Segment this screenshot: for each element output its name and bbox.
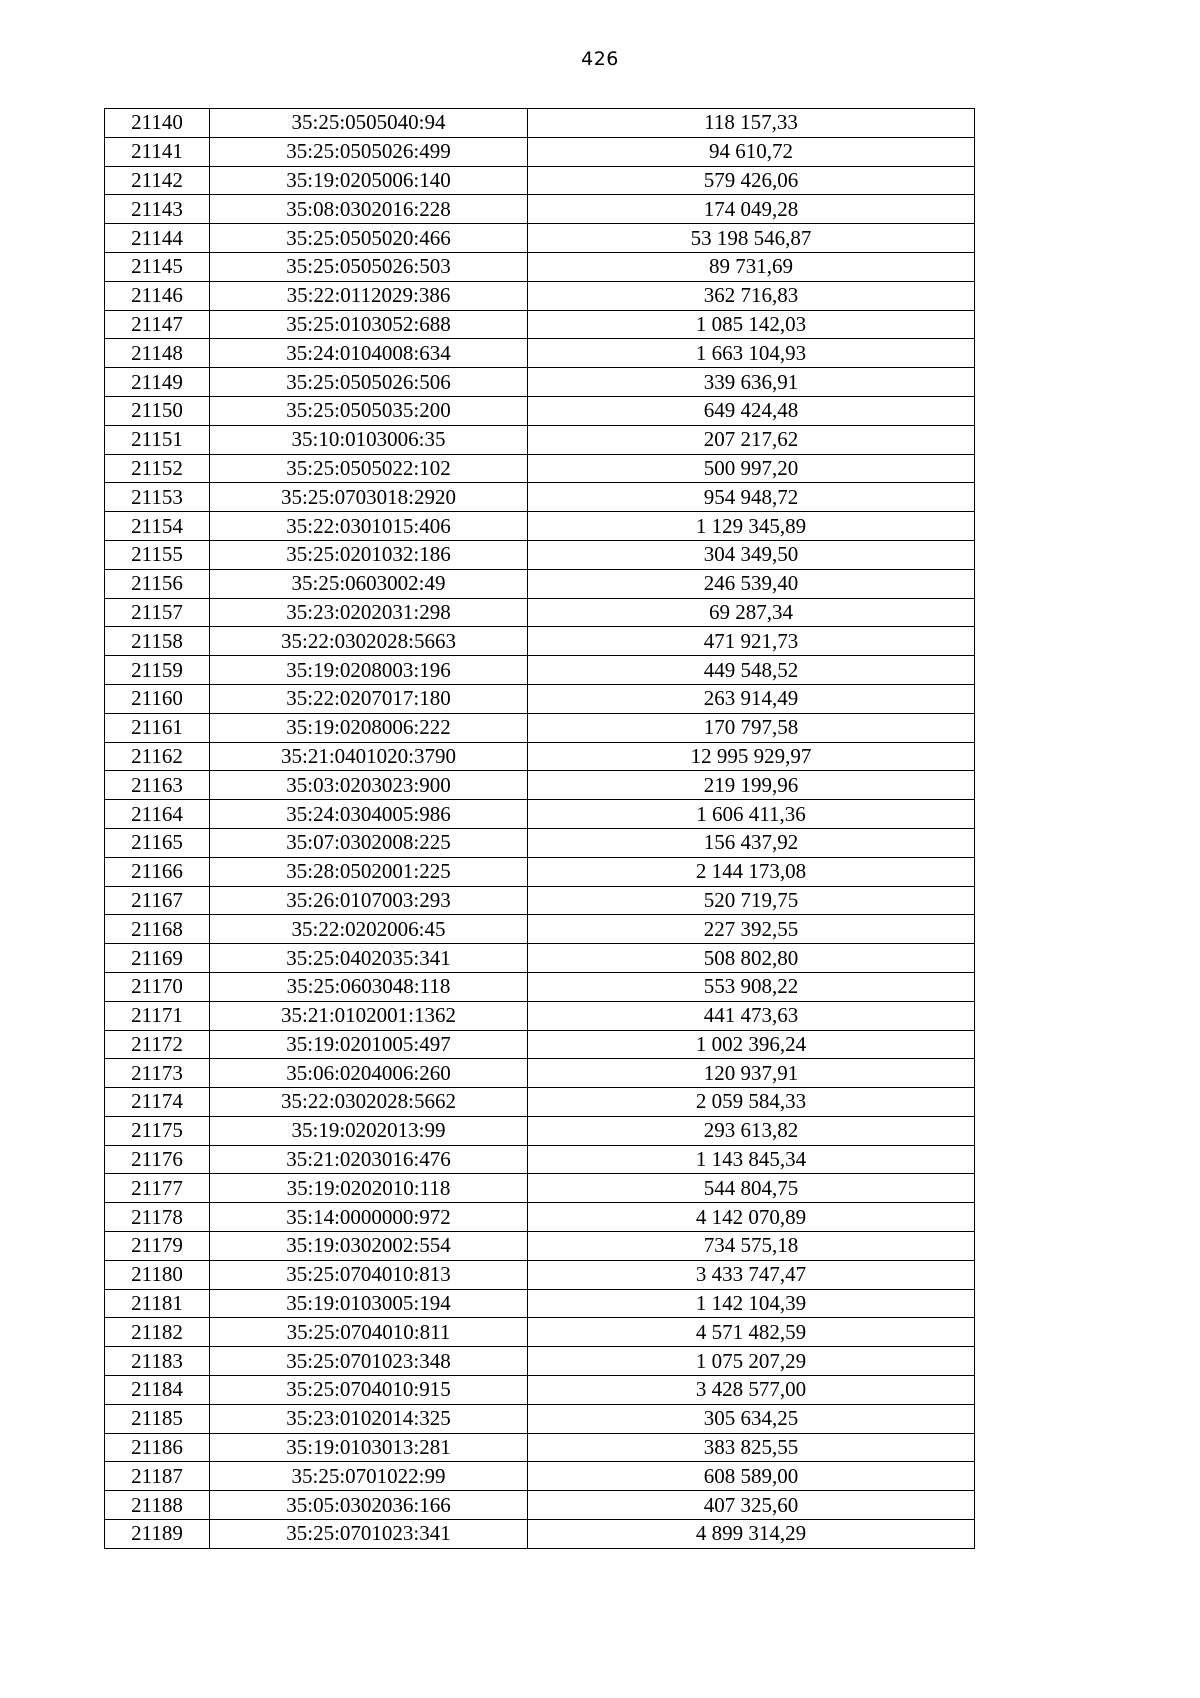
cadastral-number-cell: 35:06:0204006:260 [210,1059,528,1088]
table-row [105,857,975,886]
cadastral-value-cell: 407 325,60 [528,1491,975,1520]
cadastral-number-cell: 35:21:0102001:1362 [210,1001,528,1030]
cadastral-value-cell: 383 825,55 [528,1433,975,1462]
table-row [105,972,975,1001]
cadastral-value-cell: 471 921,73 [528,627,975,656]
cadastral-value-cell: 1 085 142,03 [528,310,975,339]
row-number-cell: 21176 [105,1145,210,1174]
cadastral-number-cell: 35:25:0703018:2920 [210,483,528,512]
row-number-cell: 21159 [105,656,210,685]
row-number-cell: 21180 [105,1260,210,1289]
cadastral-number-cell: 35:24:0304005:986 [210,800,528,829]
row-number-cell: 21165 [105,828,210,857]
table-row [105,1462,975,1491]
row-number-cell: 21164 [105,800,210,829]
row-number-cell: 21158 [105,627,210,656]
table-row [105,281,975,310]
table-row [105,828,975,857]
cadastral-number-cell: 35:22:0112029:386 [210,281,528,310]
row-number-cell: 21171 [105,1001,210,1030]
table-row [105,1520,975,1549]
cadastral-number-cell: 35:25:0505026:503 [210,252,528,281]
table-row [105,540,975,569]
table-row [105,166,975,195]
cadastral-number-cell: 35:25:0505035:200 [210,396,528,425]
row-number-cell: 21184 [105,1376,210,1405]
cadastral-number-cell: 35:25:0704010:813 [210,1260,528,1289]
cadastral-number-cell: 35:25:0505026:506 [210,368,528,397]
cadastral-value-cell: 120 937,91 [528,1059,975,1088]
cadastral-number-cell: 35:19:0208006:222 [210,713,528,742]
cadastral-value-cell: 449 548,52 [528,656,975,685]
cadastral-number-cell: 35:03:0203023:900 [210,771,528,800]
row-number-cell: 21157 [105,598,210,627]
cadastral-value-cell: 734 575,18 [528,1232,975,1261]
cadastral-value-cell: 53 198 546,87 [528,224,975,253]
table-row [105,1059,975,1088]
cadastral-value-cell: 500 997,20 [528,454,975,483]
table-row [105,1318,975,1347]
row-number-cell: 21172 [105,1030,210,1059]
cadastral-value-cell: 520 719,75 [528,886,975,915]
table-row [105,656,975,685]
table-row [105,944,975,973]
row-number-cell: 21145 [105,252,210,281]
cadastral-value-cell: 170 797,58 [528,713,975,742]
cadastral-value-cell: 227 392,55 [528,915,975,944]
row-number-cell: 21175 [105,1116,210,1145]
cadastral-value-cell: 118 157,33 [528,109,975,138]
row-number-cell: 21182 [105,1318,210,1347]
table-row [105,1289,975,1318]
table-row [105,627,975,656]
table-row [105,1433,975,1462]
row-number-cell: 21187 [105,1462,210,1491]
row-number-cell: 21186 [105,1433,210,1462]
cadastral-value-cell: 4 142 070,89 [528,1203,975,1232]
table-row [105,512,975,541]
cadastral-number-cell: 35:07:0302008:225 [210,828,528,857]
row-number-cell: 21163 [105,771,210,800]
row-number-cell: 21185 [105,1404,210,1433]
row-number-cell: 21153 [105,483,210,512]
cadastral-number-cell: 35:25:0103052:688 [210,310,528,339]
cadastral-number-cell: 35:21:0401020:3790 [210,742,528,771]
table-row [105,1145,975,1174]
row-number-cell: 21150 [105,396,210,425]
cadastral-value-cell: 4 899 314,29 [528,1520,975,1549]
cadastral-value-cell: 89 731,69 [528,252,975,281]
table-row [105,915,975,944]
table-row [105,1347,975,1376]
cadastral-value-cell: 1 075 207,29 [528,1347,975,1376]
table-row [105,800,975,829]
table-row [105,713,975,742]
cadastral-number-cell: 35:25:0505022:102 [210,454,528,483]
table-row [105,339,975,368]
cadastral-value-cell: 156 437,92 [528,828,975,857]
table-row [105,771,975,800]
cadastral-value-cell: 304 349,50 [528,540,975,569]
row-number-cell: 21144 [105,224,210,253]
cadastral-number-cell: 35:19:0202013:99 [210,1116,528,1145]
cadastral-value-cell: 293 613,82 [528,1116,975,1145]
cadastral-number-cell: 35:25:0505040:94 [210,109,528,138]
cadastral-value-cell: 263 914,49 [528,684,975,713]
cadastral-value-cell: 954 948,72 [528,483,975,512]
cadastral-number-cell: 35:22:0302028:5663 [210,627,528,656]
table-row [105,684,975,713]
table-row [105,1260,975,1289]
row-number-cell: 21167 [105,886,210,915]
table-row [105,454,975,483]
table-row [105,483,975,512]
row-number-cell: 21183 [105,1347,210,1376]
row-number-cell: 21181 [105,1289,210,1318]
cadastral-number-cell: 35:22:0202006:45 [210,915,528,944]
row-number-cell: 21188 [105,1491,210,1520]
cadastral-value-cell: 1 129 345,89 [528,512,975,541]
cadastral-value-cell: 219 199,96 [528,771,975,800]
table-row [105,1232,975,1261]
cadastral-value-cell: 441 473,63 [528,1001,975,1030]
cadastral-number-cell: 35:25:0505026:499 [210,137,528,166]
row-number-cell: 21162 [105,742,210,771]
cadastral-number-cell: 35:25:0201032:186 [210,540,528,569]
cadastral-number-cell: 35:10:0103006:35 [210,425,528,454]
cadastral-number-cell: 35:19:0103013:281 [210,1433,528,1462]
table-row [105,742,975,771]
table-row [105,109,975,138]
row-number-cell: 21161 [105,713,210,742]
page-number: 426 [581,48,619,70]
cadastral-value-cell: 3 433 747,47 [528,1260,975,1289]
cadastral-value-cell: 508 802,80 [528,944,975,973]
cadastral-value-table [104,108,975,1549]
cadastral-value-cell: 69 287,34 [528,598,975,627]
table-row [105,252,975,281]
cadastral-number-cell: 35:23:0102014:325 [210,1404,528,1433]
cadastral-value-cell: 3 428 577,00 [528,1376,975,1405]
cadastral-number-cell: 35:19:0208003:196 [210,656,528,685]
cadastral-value-cell: 339 636,91 [528,368,975,397]
cadastral-number-cell: 35:19:0205006:140 [210,166,528,195]
cadastral-value-cell: 4 571 482,59 [528,1318,975,1347]
table-row [105,886,975,915]
table-row [105,598,975,627]
row-number-cell: 21140 [105,109,210,138]
table-row [105,569,975,598]
table-row [105,1116,975,1145]
table-row [105,1404,975,1433]
cadastral-value-cell: 305 634,25 [528,1404,975,1433]
row-number-cell: 21177 [105,1174,210,1203]
cadastral-number-cell: 35:22:0302028:5662 [210,1088,528,1117]
row-number-cell: 21141 [105,137,210,166]
cadastral-number-cell: 35:28:0502001:225 [210,857,528,886]
cadastral-value-cell: 94 610,72 [528,137,975,166]
cadastral-value-cell: 207 217,62 [528,425,975,454]
cadastral-value-cell: 553 908,22 [528,972,975,1001]
cadastral-number-cell: 35:25:0701023:341 [210,1520,528,1549]
table-body [105,109,975,1549]
cadastral-value-cell: 362 716,83 [528,281,975,310]
cadastral-number-cell: 35:22:0207017:180 [210,684,528,713]
cadastral-value-cell: 2 144 173,08 [528,857,975,886]
table-row [105,1088,975,1117]
row-number-cell: 21154 [105,512,210,541]
cadastral-number-cell: 35:19:0201005:497 [210,1030,528,1059]
cadastral-value-cell: 12 995 929,97 [528,742,975,771]
cadastral-number-cell: 35:25:0402035:341 [210,944,528,973]
table-row [105,1491,975,1520]
table-row [105,1174,975,1203]
row-number-cell: 21173 [105,1059,210,1088]
cadastral-number-cell: 35:19:0202010:118 [210,1174,528,1203]
table-row [105,368,975,397]
cadastral-number-cell: 35:23:0202031:298 [210,598,528,627]
cadastral-number-cell: 35:25:0505020:466 [210,224,528,253]
table-row [105,1203,975,1232]
row-number-cell: 21178 [105,1203,210,1232]
table-row [105,310,975,339]
cadastral-number-cell: 35:25:0701023:348 [210,1347,528,1376]
row-number-cell: 21179 [105,1232,210,1261]
row-number-cell: 21170 [105,972,210,1001]
cadastral-value-cell: 1 142 104,39 [528,1289,975,1318]
cadastral-number-cell: 35:21:0203016:476 [210,1145,528,1174]
row-number-cell: 21168 [105,915,210,944]
cadastral-number-cell: 35:24:0104008:634 [210,339,528,368]
cadastral-value-cell: 649 424,48 [528,396,975,425]
cadastral-value-cell: 579 426,06 [528,166,975,195]
table-row [105,425,975,454]
cadastral-value-cell: 1 143 845,34 [528,1145,975,1174]
cadastral-number-cell: 35:25:0603048:118 [210,972,528,1001]
table-row [105,396,975,425]
table-row [105,137,975,166]
table-row [105,1030,975,1059]
row-number-cell: 21143 [105,195,210,224]
cadastral-number-cell: 35:08:0302016:228 [210,195,528,224]
row-number-cell: 21174 [105,1088,210,1117]
cadastral-value-cell: 246 539,40 [528,569,975,598]
table-row [105,195,975,224]
cadastral-number-cell: 35:14:0000000:972 [210,1203,528,1232]
cadastral-value-cell: 544 804,75 [528,1174,975,1203]
cadastral-number-cell: 35:05:0302036:166 [210,1491,528,1520]
cadastral-number-cell: 35:25:0701022:99 [210,1462,528,1491]
cadastral-number-cell: 35:22:0301015:406 [210,512,528,541]
cadastral-number-cell: 35:25:0704010:915 [210,1376,528,1405]
cadastral-number-cell: 35:19:0302002:554 [210,1232,528,1261]
row-number-cell: 21155 [105,540,210,569]
cadastral-value-cell: 174 049,28 [528,195,975,224]
row-number-cell: 21156 [105,569,210,598]
cadastral-number-cell: 35:26:0107003:293 [210,886,528,915]
row-number-cell: 21147 [105,310,210,339]
cadastral-value-cell: 608 589,00 [528,1462,975,1491]
row-number-cell: 21148 [105,339,210,368]
row-number-cell: 21151 [105,425,210,454]
row-number-cell: 21160 [105,684,210,713]
row-number-cell: 21149 [105,368,210,397]
cadastral-value-cell: 1 002 396,24 [528,1030,975,1059]
table-row [105,1001,975,1030]
row-number-cell: 21166 [105,857,210,886]
row-number-cell: 21189 [105,1520,210,1549]
cadastral-number-cell: 35:25:0603002:49 [210,569,528,598]
table-row [105,224,975,253]
cadastral-number-cell: 35:19:0103005:194 [210,1289,528,1318]
table-row [105,1376,975,1405]
cadastral-value-cell: 2 059 584,33 [528,1088,975,1117]
row-number-cell: 21169 [105,944,210,973]
row-number-cell: 21142 [105,166,210,195]
cadastral-value-cell: 1 606 411,36 [528,800,975,829]
cadastral-value-cell: 1 663 104,93 [528,339,975,368]
cadastral-number-cell: 35:25:0704010:811 [210,1318,528,1347]
row-number-cell: 21152 [105,454,210,483]
row-number-cell: 21146 [105,281,210,310]
